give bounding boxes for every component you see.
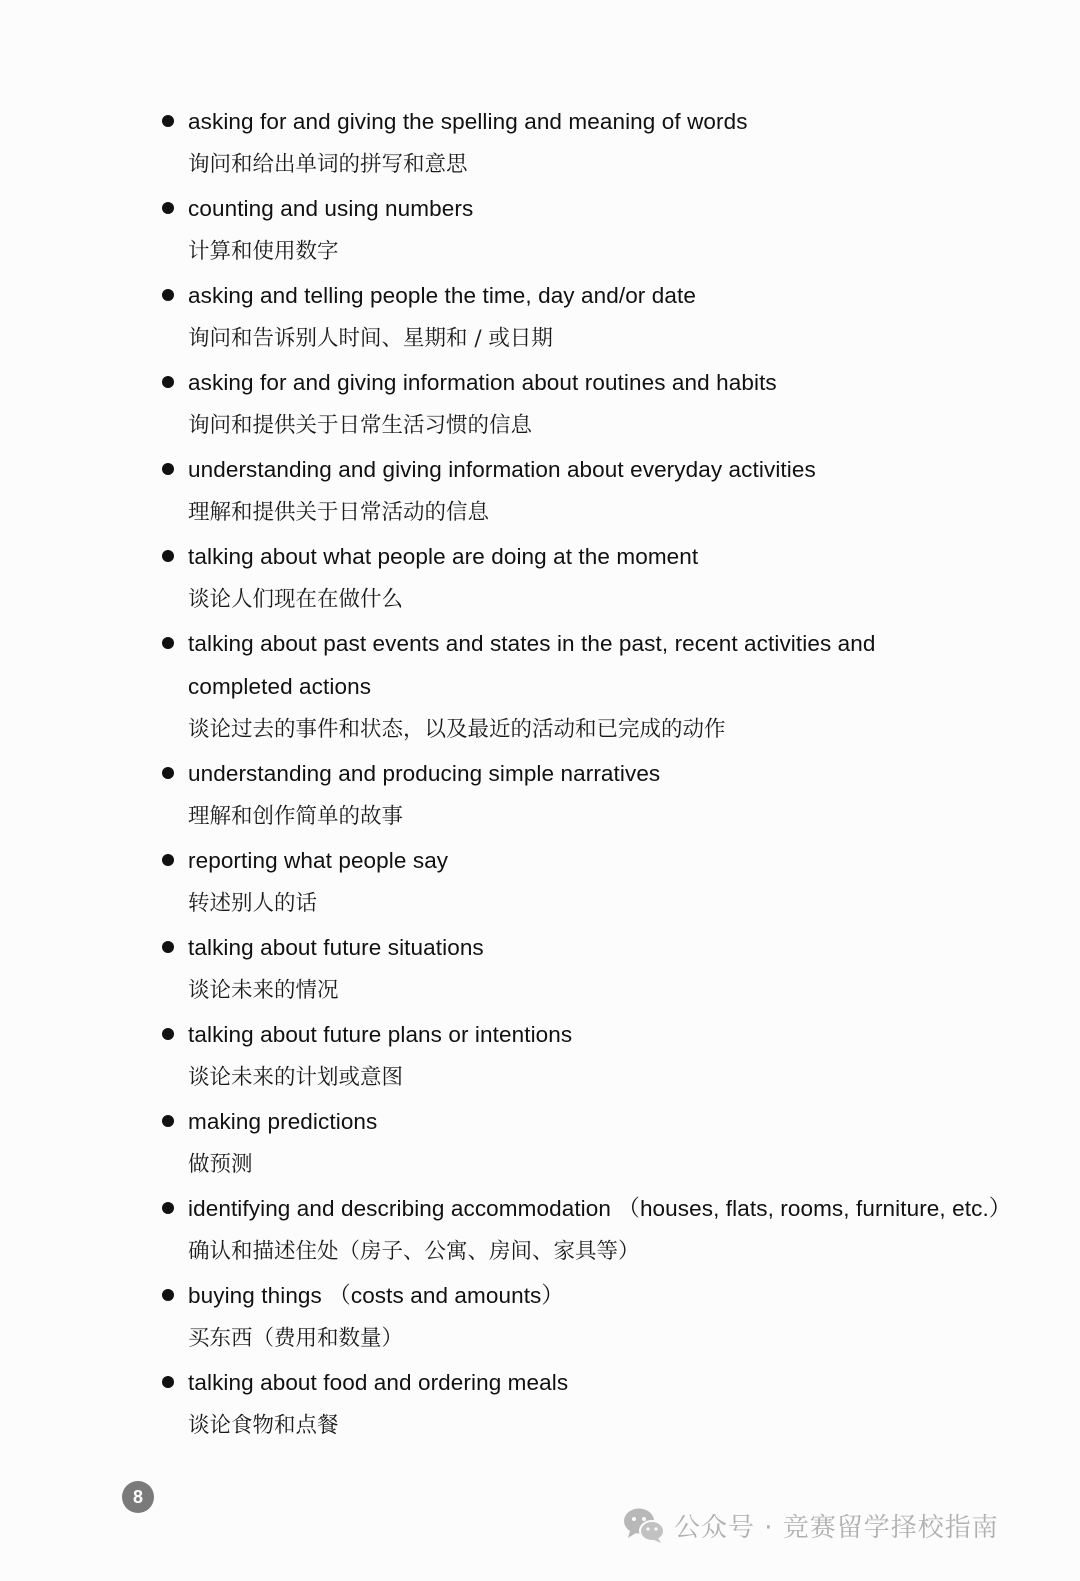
item-english-text: counting and using numbers bbox=[188, 196, 474, 221]
item-chinese-text: 确认和描述住处（房子、公寓、房间、家具等） bbox=[188, 1239, 640, 1264]
item-chinese-text: 询问和告诉别人时间、星期和 / 或日期 bbox=[188, 326, 553, 351]
item-english-text: reporting what people say bbox=[188, 848, 449, 873]
item-chinese-text: 询问和给出单词的拼写和意思 bbox=[188, 152, 468, 177]
list-item bbox=[159, 752, 1019, 838]
item-chinese-text: 转述别人的话 bbox=[188, 891, 318, 916]
item-english-text: asking and telling people the time, day and/or date bbox=[188, 283, 696, 308]
list-item bbox=[159, 1013, 1019, 1099]
item-english-text: completed actions bbox=[188, 674, 372, 699]
item-chinese-text: 谈论食物和点餐 bbox=[188, 1413, 339, 1438]
item-english-text: asking for and giving information about routines and habits bbox=[188, 370, 777, 395]
bullet-icon bbox=[162, 637, 174, 649]
list-item bbox=[159, 1361, 1019, 1447]
bullet-icon bbox=[162, 550, 174, 562]
item-english-text: buying things （costs and amounts） bbox=[188, 1283, 564, 1308]
item-chinese-text: 做预测 bbox=[188, 1152, 253, 1177]
item-english-text: talking about past events and states in the past, recent activities and bbox=[188, 631, 876, 656]
item-english-text: talking about food and ordering meals bbox=[188, 1370, 569, 1395]
bullet-icon bbox=[162, 1202, 174, 1214]
item-chinese-text: 询问和提供关于日常生活习惯的信息 bbox=[188, 413, 533, 438]
bullet-icon bbox=[162, 1028, 174, 1040]
bullet-icon bbox=[162, 767, 174, 779]
bullet-icon bbox=[162, 202, 174, 214]
wechat-icon bbox=[622, 1505, 666, 1545]
bullet-icon bbox=[162, 941, 174, 953]
list-item bbox=[159, 274, 1019, 360]
list-item bbox=[159, 448, 1019, 534]
list-item bbox=[159, 1274, 1019, 1360]
item-english-text: talking about future plans or intentions bbox=[188, 1022, 573, 1047]
item-chinese-text: 谈论未来的情况 bbox=[188, 978, 339, 1003]
watermark bbox=[622, 1503, 999, 1547]
objectives-list bbox=[159, 100, 1019, 1448]
item-chinese-text: 理解和提供关于日常活动的信息 bbox=[188, 500, 490, 525]
item-english-text: talking about what people are doing at the moment bbox=[188, 544, 699, 569]
list-item bbox=[159, 187, 1019, 273]
bullet-icon bbox=[162, 854, 174, 866]
bullet-icon bbox=[162, 463, 174, 475]
list-item bbox=[159, 839, 1019, 925]
bullet-icon bbox=[162, 1289, 174, 1301]
item-english-text: making predictions bbox=[188, 1109, 378, 1134]
list-item bbox=[159, 622, 1019, 751]
item-english-text: understanding and producing simple narratives bbox=[188, 761, 661, 786]
bullet-icon bbox=[162, 1115, 174, 1127]
list-item bbox=[159, 100, 1019, 186]
bullet-icon bbox=[162, 115, 174, 127]
item-english-text: talking about future situations bbox=[188, 935, 484, 960]
list-item bbox=[159, 1100, 1019, 1186]
item-chinese-text: 计算和使用数字 bbox=[188, 239, 339, 264]
watermark-text: 公众号 · 竞赛留学择校指南 bbox=[674, 1512, 999, 1543]
item-english-text: identifying and describing accommodation （houses, flats, rooms, furniture, etc.） bbox=[188, 1196, 1012, 1221]
item-chinese-text: 谈论人们现在在做什么 bbox=[188, 587, 404, 612]
item-english-text: asking for and giving the spelling and meaning of words bbox=[188, 109, 748, 134]
item-chinese-text: 谈论过去的事件和状态，以及最近的活动和已完成的动作 bbox=[188, 717, 726, 742]
item-chinese-text: 买东西（费用和数量） bbox=[188, 1326, 404, 1351]
item-chinese-text: 谈论未来的计划或意图 bbox=[188, 1065, 404, 1090]
page-number-badge: 8 bbox=[122, 1481, 154, 1513]
list-item bbox=[159, 1187, 1019, 1273]
bullet-icon bbox=[162, 1376, 174, 1388]
list-item bbox=[159, 535, 1019, 621]
list-item bbox=[159, 926, 1019, 1012]
bullet-icon bbox=[162, 289, 174, 301]
item-chinese-text: 理解和创作简单的故事 bbox=[188, 804, 404, 829]
list-item bbox=[159, 361, 1019, 447]
item-english-text: understanding and giving information about everyday activities bbox=[188, 457, 816, 482]
bullet-icon bbox=[162, 376, 174, 388]
